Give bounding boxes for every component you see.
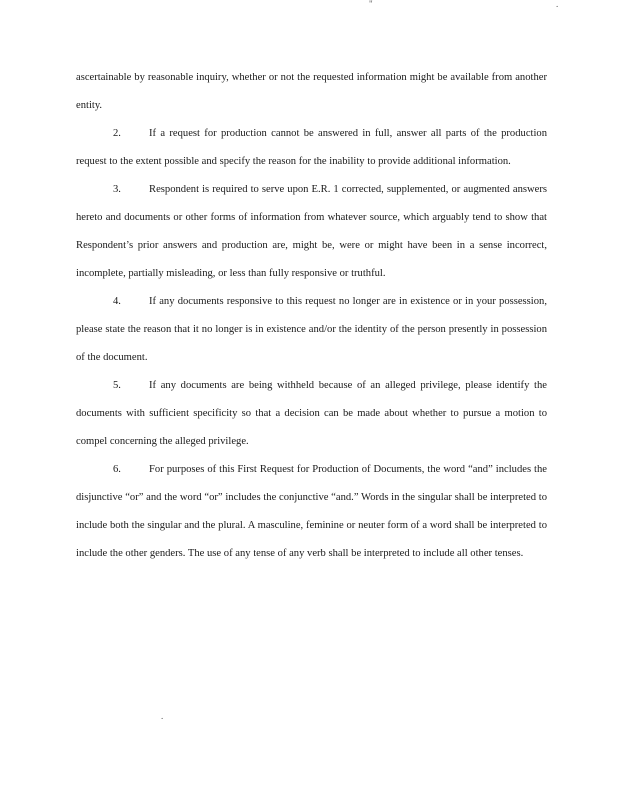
paragraph-text: For purposes of this First Request for Production of Documents, the word “and” includes the disjunctive “or” and the word “or” includes the conjunctive “and.” Words in the singular shall be interpreted to include both the singular and the plural. A masculine, feminine or neuter form of a word shall be interpreted to include the other genders. The use of any tense of any verb shall be interpreted to include all other tenses.	[76, 464, 547, 559]
paragraph-text: If a request for production cannot be answered in full, answer all parts of the production request to the extent possible and specify the reason for the inability to provide additional information.	[76, 128, 547, 167]
paragraph-3	[76, 176, 547, 288]
paragraph-number: 3.	[113, 184, 121, 195]
paragraph-text: Respondent is required to serve upon E.R. 1 corrected, supplemented, or augmented answers hereto and documents or other forms of information from whatever source, which arguably tend to show that Respondent’s prior answers and production are, might be, were or might have been in a sense incorrect, incomplete, partially misleading, or less than fully responsive or truthful.	[76, 184, 547, 279]
scan-mark-top: "	[369, 0, 373, 9]
document-body	[76, 64, 547, 568]
paragraph-4	[76, 288, 547, 372]
scan-mark-bottom: .	[161, 711, 164, 721]
paragraph-text: If any documents are being withheld because of an alleged privilege, please identify the documents with sufficient specificity so that a decision can be made about whether to pursue a motion to compel concerning the alleged privilege.	[76, 380, 547, 447]
paragraph-2	[76, 120, 547, 176]
paragraph-number: 5.	[113, 380, 121, 391]
paragraph-number: 2.	[113, 128, 121, 139]
paragraph-number: 6.	[113, 464, 121, 475]
paragraph-number: 4.	[113, 296, 121, 307]
paragraph-6	[76, 456, 547, 568]
paragraph-text: If any documents responsive to this request no longer are in existence or in your possession, please state the reason that it no longer is in existence and/or the identity of the person presently in possession of the document.	[76, 296, 547, 363]
paragraph-5	[76, 372, 547, 456]
opening-paragraph: ascertainable by reasonable inquiry, whether or not the requested information might be available from another entity.	[76, 72, 547, 111]
scan-mark-top-right: .	[556, 0, 559, 9]
